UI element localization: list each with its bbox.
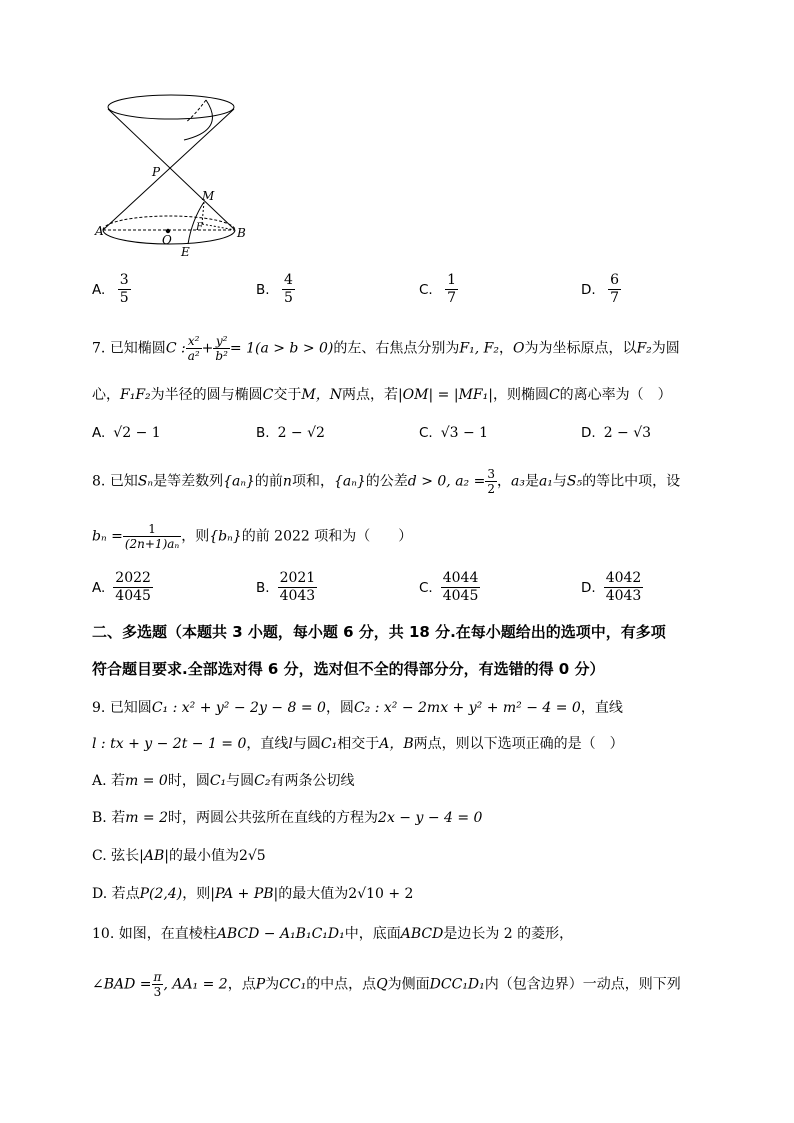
math: bₙ = [92,528,123,545]
fraction [604,570,644,605]
option-label: A. [92,773,107,789]
math: C₁ [209,773,227,789]
text: 两点，若 [341,387,398,403]
option-label: A. [92,579,106,596]
denominator: 5 [284,290,293,306]
denominator: 5 [119,290,129,306]
denominator: 7 [447,290,457,306]
numerator: y² [213,334,230,349]
math: C₂ [254,773,271,789]
option-label: B. [256,281,270,298]
text: 为侧面 [387,976,430,993]
denominator: 2 [487,482,495,496]
math: P [255,976,266,993]
math: , AA₁ = 2 [163,976,228,993]
label-O: O [162,233,172,247]
option-label: A. [92,281,106,298]
text: 的前 [254,473,283,490]
q9-option-c [92,846,266,866]
option-value: √2 − 1 [113,425,161,441]
fraction [186,334,202,363]
text: 若点 [111,886,140,902]
q10-line-1 [92,924,573,944]
math: 2√5 [238,848,266,864]
label-B: B [237,226,246,240]
text: 已知圆 [109,700,152,716]
math: P(2,4) [139,886,183,902]
math: DCC₁D₁ [429,976,485,993]
math: 2x − y − 4 = 0 [378,810,483,826]
fraction [441,570,481,605]
option-label: D. [581,281,596,298]
label-A: A [95,224,104,238]
math: |AB| [139,848,169,864]
math: {bₙ} [209,528,242,545]
text: ， [498,340,513,357]
denominator: a² [187,349,200,363]
q8-option-a [92,570,153,605]
text: 已知 [109,473,138,490]
label-F: F [196,222,203,233]
q9-option-d [92,884,413,904]
option-value: 2 − √2 [277,425,325,441]
text: 与圆 [226,773,255,789]
math: {aₙ} [223,473,255,490]
q10-line-2 [92,970,681,999]
fraction [152,970,164,999]
math: {aₙ} [333,473,366,490]
q7-line-1: 7. 已知椭圆C : $\frac{\text{x²}}{\text{a²}}$ + $\frac{\text{y²}}{\text{b²}}$ = 1(a > b > 0)的左、右焦点分别为F₁, F₂，O为为坐标原点，以F₂为圆 [92,334,680,363]
option-label: B. [256,425,270,441]
text: 若 [111,773,126,789]
numerator: 1 [123,522,181,537]
denominator: (2n+1)aₙ [124,537,180,551]
text: 如图，在直棱柱 [118,926,217,942]
q7-option-c [419,425,488,441]
bottom-ellipse-back [103,216,235,230]
text: 项和， [291,473,334,490]
math: C₁ [320,736,338,752]
text: 的中点，点 [306,976,377,993]
math: m = 0 [125,773,168,789]
denominator: 4045 [115,588,151,604]
q7-line-2 [92,385,672,405]
section-2-heading-line-1: 二、多选题（本题共 3 小题，每小题 6 分，共 18 分.在每小题给出的选项中，有多项 [92,623,666,641]
math: Q [376,976,388,993]
q7-option-a [92,425,161,441]
q8-option-c [419,570,480,605]
label-M: M [202,189,215,203]
option-value: 2 − √3 [603,425,652,441]
q8-option-b [256,570,317,605]
option-label: B. [92,810,107,826]
denominator: 4043 [605,588,642,604]
math: S₅ [566,473,583,490]
numerator: 2021 [279,570,316,586]
text: 相交于 [337,736,380,752]
q6-option-b [256,272,295,307]
text: 是等差数列 [153,473,224,490]
math: a₃ [510,473,525,490]
vector-expression: |PA + PB| [210,886,279,902]
q8-line-2 [92,522,412,551]
math: O [512,340,525,357]
math: C : [165,340,186,357]
option-value: √3 − 1 [440,425,489,441]
math: d > 0, a₂ = [407,473,486,490]
text: 为 [265,976,280,993]
text: 心， [92,387,120,403]
text: 是边长为 2 的菱形， [443,926,574,942]
numerator: 2022 [115,570,151,586]
label-P: P [152,165,161,179]
text: 与圆 [292,736,321,752]
math: C₁ : x² + y² − 2y − 8 = 0 [151,700,326,716]
text: ，则 [182,886,211,902]
q9-line-1 [92,698,623,718]
fraction [118,272,131,307]
fraction [608,272,621,307]
text: ，圆 [325,700,354,716]
fraction [278,570,318,605]
numerator: π [153,970,162,984]
q9-line-2 [92,734,624,754]
math: |OM| = |MF₁| [397,387,493,403]
math: A，B [379,736,414,752]
text: ，则椭圆 [492,387,549,403]
denominator: 3 [153,985,162,999]
text: 是 [524,473,539,490]
option-label: C. [92,848,107,864]
math: C₂ : x² − 2mx + y² + m² − 4 = 0 [353,700,581,716]
fraction [213,334,230,363]
text: 有两条公切线 [270,773,355,789]
q8-option-d [581,570,643,605]
text: 已知椭圆 [109,340,166,357]
cone-generatrix-right [103,109,234,230]
math: Sₙ [137,473,154,490]
denominator: 4045 [442,588,479,604]
option-label: B. [256,579,270,596]
q9-option-a [92,771,355,791]
text: ，点 [227,976,256,993]
top-ellipse [108,95,234,119]
text: 交于 [273,387,302,403]
numerator: 4042 [605,570,642,586]
math: ABCD [400,926,444,942]
question-number: 8. [92,473,106,490]
math: C [262,387,274,403]
text: 的离心率为（ ） [559,387,672,403]
fraction [123,522,181,551]
math: F₁, F₂ [459,340,499,357]
math: ABCD − A₁B₁C₁D₁ [216,926,345,942]
double-cone-figure [96,90,256,260]
text: 的等比中项，设 [582,473,681,490]
math: a₁ [538,473,553,490]
math: CC₁ [279,976,307,993]
numerator: 4044 [442,570,479,586]
denominator: 4043 [279,588,316,604]
option-label: C. [419,281,433,298]
text: 为圆 [651,340,680,357]
text: 内（包含边界）一动点，则下列 [484,976,681,993]
q6-option-c [419,272,458,307]
option-label: D. [92,886,108,902]
text: 的最大值为 [278,886,349,902]
math: M，N [301,387,342,403]
option-label: C. [419,579,433,596]
numerator: 4 [284,272,293,288]
text: ，则 [181,528,210,545]
math: l : tx + y − 2t − 1 = 0 [92,736,247,752]
q9-option-b [92,808,482,828]
section-2-heading-line-2: 符合题目要求.全部选对得 6 分，选对但不全的得部分分，有选错的得 0 分） [92,660,605,678]
math: = 1(a > b > 0) [229,340,334,357]
question-number: 9. [92,700,106,716]
text: 的公差 [365,473,408,490]
text: 的最小值为 [168,848,239,864]
text: 中，底面 [344,926,401,942]
cone-generatrix-left [108,109,235,230]
option-label: C. [419,425,433,441]
math: l [288,736,293,752]
text: 的左、右焦点分别为 [333,340,460,357]
text: 两点，则以下选项正确的是（ ） [413,736,624,752]
numerator: 1 [447,272,457,288]
denominator: 7 [610,290,620,306]
math: F₂ [636,340,652,357]
numerator: 6 [610,272,620,288]
q7-option-b [256,425,325,441]
text: ，直线 [580,700,623,716]
numerator: 3 [487,467,495,481]
text: 为为坐标原点，以 [524,340,637,357]
text: ， [496,473,511,490]
math: n [282,473,292,490]
q6-option-d [581,272,621,307]
fraction [282,272,295,307]
q7-option-d [581,425,651,441]
q6-option-a [92,272,131,307]
numerator: x² [186,334,202,349]
math: C [548,387,560,403]
text: 弦长 [111,848,140,864]
fraction [113,570,153,605]
option-label: D. [581,579,596,596]
question-number: 10. [92,926,115,942]
math: 2√10 + 2 [348,886,414,902]
fraction [445,272,458,307]
text: 若 [111,810,126,826]
text: 与 [552,473,567,490]
math: m = 2 [125,810,169,826]
text: 时，圆 [167,773,210,789]
label-E: E [181,245,190,259]
option-label: D. [581,425,596,441]
math: ∠BAD = [92,976,152,993]
math: F₁F₂ [120,387,151,403]
text: 时，两圆公共弦所在直线的方程为 [168,810,379,826]
text: 为半径的圆与椭圆 [150,387,263,403]
q8-line-1 [92,467,680,496]
text: ，直线 [246,736,289,752]
fraction [485,467,497,496]
option-label: A. [92,425,106,441]
question-number: 7. [92,340,106,357]
text: 的前 2022 项和为（ ） [241,528,413,545]
numerator: 3 [119,272,129,288]
denominator: b² [215,349,228,363]
